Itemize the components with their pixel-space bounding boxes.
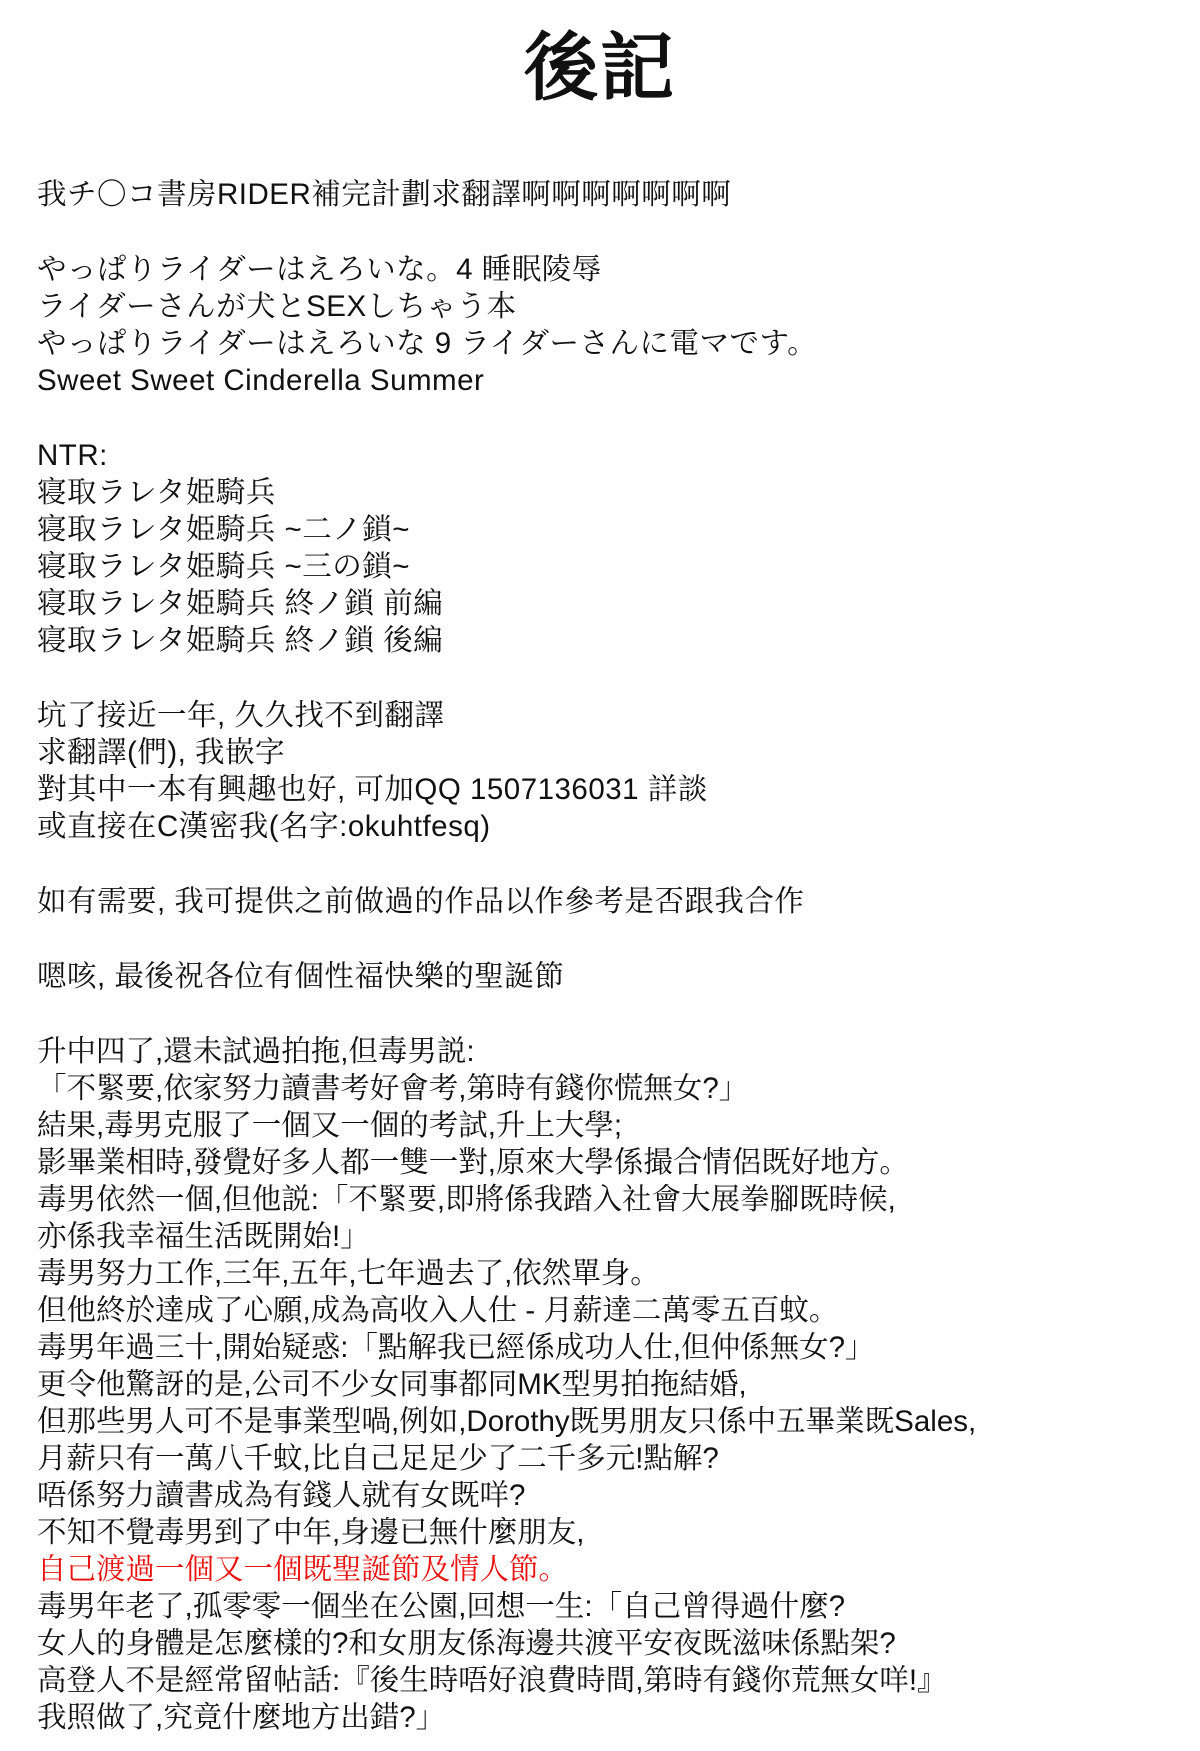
text-line: 「不緊要,依家努力讀書考好會考,第時有錢你慌無女?」 [37, 1072, 749, 1105]
text-line: 影畢業相時,發覺好多人都一雙一對,原來大學係撮合情侶既好地方。 [37, 1146, 909, 1179]
text-line: 對其中一本有興趣也好, 可加QQ 1507136031 詳談 [37, 773, 708, 806]
text-line: 唔係努力讀書成為有錢人就有女既咩? [37, 1479, 526, 1512]
text-line: 我チ〇コ書房RIDER補完計劃求翻譯啊啊啊啊啊啊啊 [37, 178, 732, 211]
paragraph-ntr-book-list [37, 437, 1180, 659]
paragraph-portfolio-note [37, 883, 1180, 920]
paragraph-translator-request [37, 697, 1180, 845]
text-line: 升中四了,還未試過拍拖,但毒男説: [37, 1035, 475, 1068]
text-line: 更令他驚訝的是,公司不少女同事都同MK型男拍拖結婚, [37, 1368, 747, 1401]
paragraph-story [37, 1033, 1180, 1736]
text-line: 毒男依然一個,但他説:「不緊要,即將係我踏入社會大展拳腳既時候, [37, 1183, 896, 1216]
text-line: 亦係我幸福生活既開始!」 [37, 1220, 370, 1253]
text-line: 毒男年過三十,開始疑惑:「點解我已經係成功人仕,但仲係無女?」 [37, 1331, 875, 1364]
text-line: 高登人不是經常留帖話:『後生時唔好浪費時間,第時有錢你荒無女咩!』 [37, 1664, 947, 1697]
text-line: 如有需要, 我可提供之前做過的作品以作參考是否跟我合作 [37, 885, 805, 918]
paragraph-christmas-wish [37, 958, 1180, 995]
text-line: ライダーさんが犬とSEXしちゃう本 [37, 290, 517, 323]
text-line: NTR: [37, 439, 108, 472]
text-line: 毒男努力工作,三年,五年,七年過去了,依然單身。 [37, 1257, 660, 1290]
text-line: 或直接在C漢密我(名字:okuhtfesq) [37, 810, 491, 843]
afterword-content [0, 176, 1200, 1736]
text-line: 毒男年老了,孤零零一個坐在公園,回想一生:「自己曾得過什麼? [37, 1590, 845, 1623]
text-line: Sweet Sweet Cinderella Summer [37, 364, 485, 397]
text-line: 嗯咳, 最後祝各位有個性福快樂的聖誕節 [37, 960, 565, 993]
text-line-red: 自己渡過一個又一個既聖誕節及情人節。 [37, 1553, 569, 1586]
text-line: 求翻譯(們), 我嵌字 [37, 736, 286, 769]
text-line: 寝取ラレタ姫騎兵 ~二ノ鎖~ [37, 513, 410, 546]
text-line: 坑了接近一年, 久久找不到翻譯 [37, 699, 445, 732]
text-line: 我照做了,究竟什麼地方出錯?」 [37, 1701, 446, 1734]
text-line: 寝取ラレタ姫騎兵 [37, 476, 276, 509]
paragraph-intro [37, 176, 1180, 213]
text-line: 但那些男人可不是事業型喎,例如,Dorothy既男朋友只係中五畢業既Sales, [37, 1405, 977, 1438]
text-line: 結果,毒男克服了一個又一個的考試,升上大學; [37, 1109, 623, 1142]
text-line: 女人的身體是怎麼樣的?和女朋友係海邊共渡平安夜既滋味係點架? [37, 1627, 896, 1660]
page-title: 後記 [524, 26, 676, 109]
text-line: 寝取ラレタ姫騎兵 終ノ鎖 後編 [37, 624, 444, 657]
paragraph-rider-book-list [37, 251, 1180, 399]
text-line: 不知不覺毒男到了中年,身邊已無什麼朋友, [37, 1516, 585, 1549]
text-line: 寝取ラレタ姫騎兵 ~三の鎖~ [37, 550, 410, 583]
text-line: やっぱりライダーはえろいな。4 睡眠陵辱 [37, 253, 602, 286]
text-line: やっぱりライダーはえろいな 9 ライダーさんに電マです。 [37, 327, 818, 360]
text-line: 寝取ラレタ姫騎兵 終ノ鎖 前編 [37, 587, 444, 620]
text-line: 月薪只有一萬八千蚊,比自己足足少了二千多元!點解? [37, 1442, 719, 1475]
text-line: 但他終於達成了心願,成為高收入人仕 - 月薪達二萬零五百蚊。 [37, 1294, 839, 1327]
